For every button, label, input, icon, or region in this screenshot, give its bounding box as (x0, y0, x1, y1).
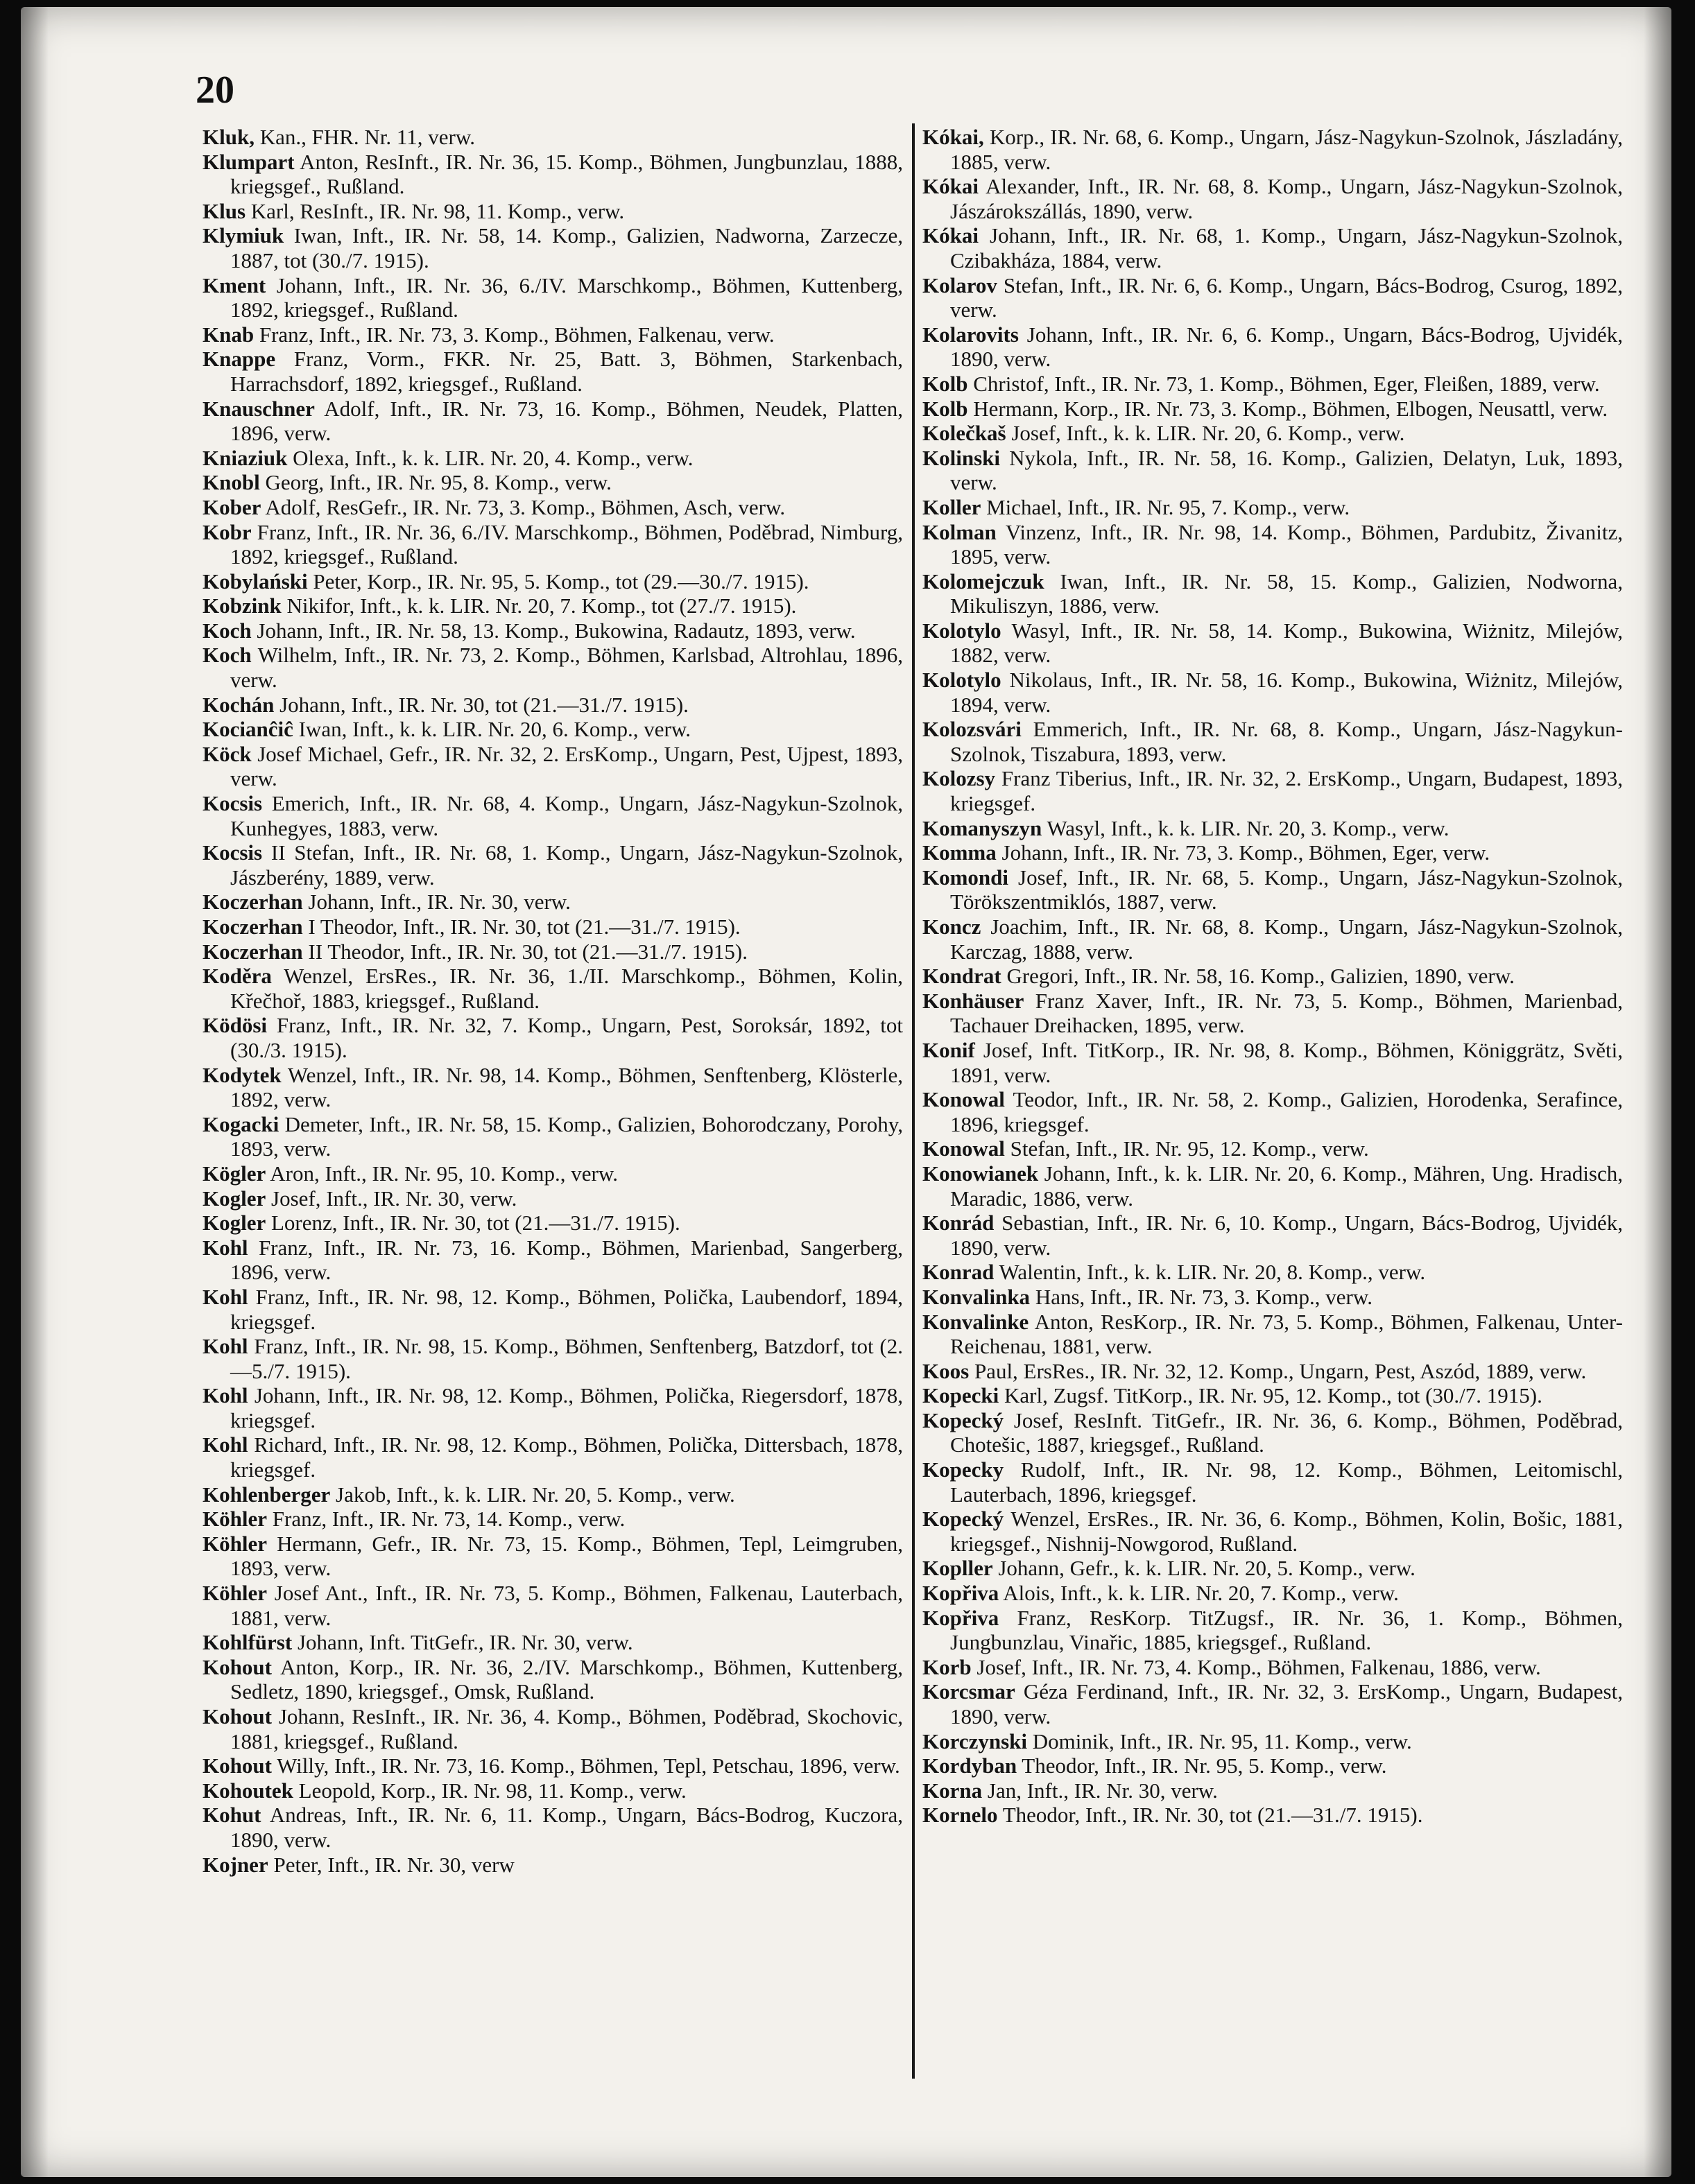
entry-details: Adolf, ResGefr., IR. Nr. 73, 3. Komp., Böhmen, Asch, verw. (261, 494, 786, 519)
entry-surname: Kohl (203, 1334, 248, 1359)
roll-entry (203, 915, 903, 939)
roll-entry (203, 742, 903, 791)
left-column (203, 125, 903, 1877)
roll-entry (203, 618, 903, 643)
roll-entry (203, 964, 903, 1013)
entry-details: Demeter, Inft., IR. Nr. 58, 15. Komp., Galizien, Bohorodczany, Porohy, 1893, verw. (230, 1111, 903, 1161)
entry-surname: Kobr (203, 519, 252, 544)
entry-surname: Kopřiva (922, 1605, 999, 1630)
roll-entry (922, 865, 1623, 915)
entry-surname: Konrád (922, 1211, 995, 1236)
entry-details: Franz, Vorm., FKR. Nr. 25, Batt. 3, Böhmen, Starkenbach, Harrachsdorf, 1892, kriegsgef., Rußland. (230, 347, 903, 396)
roll-entry (203, 693, 903, 718)
entry-surname: Kogacki (203, 1111, 279, 1136)
entry-surname: Klumpart (203, 149, 295, 174)
roll-entry (922, 840, 1623, 865)
entry-details: Michael, Inft., IR. Nr. 95, 7. Komp., verw. (981, 494, 1350, 519)
entry-details: Wenzel, ErsRes., IR. Nr. 36, 1./II. Marschkomp., Böhmen, Kolin, Křečhoř, 1883, kriegsgef., Rußland. (230, 964, 903, 1013)
entry-surname: Konhäuser (922, 988, 1024, 1013)
entry-surname: Komma (922, 840, 997, 865)
roll-entry (922, 1359, 1623, 1384)
entry-surname: Kohout (203, 1654, 272, 1679)
roll-entry (922, 569, 1623, 618)
entry-details: Hermann, Korp., IR. Nr. 73, 3. Komp., Böhmen, Elbogen, Neusattl, verw. (967, 396, 1608, 421)
roll-entry (922, 495, 1623, 520)
entry-details: Johann, Inft., IR. Nr. 73, 3. Komp., Böhmen, Eger, verw. (996, 840, 1490, 865)
roll-entry (922, 1260, 1623, 1285)
roll-entry (203, 1013, 903, 1062)
entry-details: Johann, ResInft., IR. Nr. 36, 4. Komp., Böhmen, Poděbrad, Skochovic, 1881, kriegsgef., Rußland. (230, 1704, 903, 1753)
roll-entry (203, 1112, 903, 1161)
entry-surname: Kopecki (922, 1383, 999, 1408)
roll-entry (922, 273, 1623, 322)
entry-details: Joachim, Inft., IR. Nr. 68, 8. Komp., Ungarn, Jász-Nagykun-Szolnok, Karczag, 1888, verw. (950, 915, 1623, 964)
entry-details: Paul, ErsRes., IR. Nr. 32, 12. Komp., Ungarn, Pest, Aszód, 1889, verw. (969, 1358, 1587, 1383)
entry-details: Josef, Inft. TitKorp., IR. Nr. 98, 8. Komp., Böhmen, Königgrätz, Světi, 1891, verw. (950, 1037, 1623, 1087)
entry-details: Rudolf, Inft., IR. Nr. 98, 12. Komp., Böhmen, Leitomischl, Lauterbach, 1896, kriegsgef. (950, 1457, 1623, 1507)
entry-details: Josef Ant., Inft., IR. Nr. 73, 5. Komp., Böhmen, Falkenau, Lauterbach, 1881, verw. (230, 1581, 903, 1630)
entry-surname: Kolarovits (922, 322, 1019, 347)
entry-details: Géza Ferdinand, Inft., IR. Nr. 32, 3. ErsKomp., Ungarn, Budapest, 1890, verw. (950, 1679, 1623, 1728)
roll-entry (203, 643, 903, 692)
entry-details: Olexa, Inft., k. k. LIR. Nr. 20, 4. Komp., verw. (287, 445, 694, 470)
roll-entry (922, 1457, 1623, 1507)
entry-surname: Konowianek (922, 1161, 1039, 1186)
entry-surname: Kohoutek (203, 1778, 293, 1803)
roll-entry (203, 273, 903, 322)
roll-entry (203, 1063, 903, 1112)
entry-details: Hermann, Gefr., IR. Nr. 73, 15. Komp., Böhmen, Tepl, Leimgruben, 1893, verw. (230, 1531, 903, 1581)
scan-edge-right (1644, 7, 1671, 2177)
entry-surname: Koch (203, 643, 252, 668)
entry-surname: Koncz (922, 915, 981, 939)
roll-entry (203, 1704, 903, 1753)
entry-surname: Kobylański (203, 569, 308, 593)
entry-details: Anton, ResKorp., IR. Nr. 73, 5. Komp., Böhmen, Falkenau, Unter-Reichenau, 1881, verw. (950, 1309, 1623, 1359)
entry-details: Anton, Korp., IR. Nr. 36, 2./IV. Marschkomp., Böhmen, Kuttenberg, Sedletz, 1890, kriegsgef., Omsk, Rußland. (230, 1654, 903, 1704)
roll-entry (203, 1655, 903, 1704)
entry-details: Hans, Inft., IR. Nr. 73, 3. Komp., verw. (1030, 1284, 1373, 1309)
roll-entry (203, 1803, 903, 1852)
roll-entry (922, 1679, 1623, 1728)
entry-details: Teodor, Inft., IR. Nr. 58, 2. Komp., Galizien, Horodenka, Serafince, 1896, kriegsgef. (950, 1087, 1623, 1136)
entry-details: Wasyl, Inft., IR. Nr. 58, 14. Komp., Bukowina, Wiżnitz, Milejów, 1882, verw. (950, 618, 1623, 668)
entry-surname: Kober (203, 494, 261, 519)
entry-details: Johann, Inft., IR. Nr. 58, 13. Komp., Bukowina, Radautz, 1893, verw. (251, 618, 856, 643)
entry-details: Nikifor, Inft., k. k. LIR. Nr. 20, 7. Komp., tot (27./7. 1915). (281, 593, 797, 618)
entry-details: Johann, Inft., IR. Nr. 30, tot (21.—31./7. 1915). (274, 692, 689, 717)
roll-entry (922, 717, 1623, 766)
entry-surname: Kolotylo (922, 668, 1001, 693)
entry-details: Theodor, Inft., IR. Nr. 95, 5. Komp., verw. (1017, 1753, 1387, 1778)
entry-surname: Koczerhan (203, 915, 303, 939)
roll-entry (922, 618, 1623, 668)
entry-surname: Kohout (203, 1753, 272, 1778)
entry-details: Willy, Inft., IR. Nr. 73, 16. Komp., Böhmen, Tepl, Petschau, 1896, verw. (271, 1753, 900, 1778)
entry-surname: Kojner (203, 1852, 268, 1877)
roll-entry (922, 1161, 1623, 1211)
entry-details: Franz, Inft., IR. Nr. 32, 7. Komp., Ungarn, Pest, Soroksár, 1892, tot (30./3. 1915). (230, 1013, 903, 1062)
entry-details: Johann, Inft., IR. Nr. 36, 6./IV. Marschkomp., Böhmen, Kuttenberg, 1892, kriegsgef., Rußland. (230, 272, 903, 322)
entry-surname: Kohl (203, 1284, 248, 1309)
entry-details: Johann, Inft. TitGefr., IR. Nr. 30, verw. (292, 1630, 633, 1655)
entry-surname: Konif (922, 1037, 975, 1062)
entry-surname: Kopller (922, 1556, 993, 1581)
entry-details: Alexander, Inft., IR. Nr. 68, 8. Komp., Ungarn, Jász-Nagykun-Szolnok, Jászárokszállás, 1890, verw. (950, 174, 1623, 223)
entry-details: Johann, Inft., IR. Nr. 68, 1. Komp., Ungarn, Jász-Nagykun-Szolnok, Czibakháza, 1884, verw. (950, 223, 1623, 272)
entry-surname: Korna (922, 1778, 983, 1803)
entry-surname: Kornelo (922, 1803, 998, 1828)
entry-surname: Köhler (203, 1581, 267, 1606)
entry-details: Franz Tiberius, Inft., IR. Nr. 32, 2. ErsKomp., Ungarn, Budapest, 1893, kriegsgef. (950, 766, 1623, 816)
entry-surname: Kopecký (922, 1407, 1004, 1432)
entry-details: Jan, Inft., IR. Nr. 30, verw. (982, 1778, 1218, 1803)
entry-details: Franz, Inft., IR. Nr. 98, 15. Komp., Böhmen, Senftenberg, Batzdorf, tot (2.—5./7. 1915). (230, 1334, 903, 1383)
roll-entry (922, 1383, 1623, 1408)
entry-details: Korp., IR. Nr. 68, 6. Komp., Ungarn, Jász-Nagykun-Szolnok, Jászladány, 1885, verw. (950, 125, 1623, 174)
entry-surname: Kolotylo (922, 618, 1001, 643)
entry-surname: Kniaziuk (203, 445, 288, 470)
roll-entry (922, 446, 1623, 495)
roll-entry (922, 1556, 1623, 1581)
roll-entry (203, 520, 903, 569)
entry-surname: Kohl (203, 1432, 248, 1457)
roll-entry (922, 1729, 1623, 1754)
entry-surname: Kopřiva (922, 1581, 999, 1606)
roll-entry (203, 470, 903, 495)
roll-entry (922, 915, 1623, 964)
roll-entry (922, 964, 1623, 989)
roll-entry (922, 1310, 1623, 1359)
roll-entry (203, 1334, 903, 1383)
entry-details: Andreas, Inft., IR. Nr. 6, 11. Komp., Ungarn, Bács-Bodrog, Kuczora, 1890, verw. (230, 1803, 903, 1852)
entry-surname: Knauschner (203, 396, 315, 421)
roll-entry (203, 1186, 903, 1211)
entry-surname: Kocianĉiĉ (203, 717, 293, 742)
roll-entry (922, 1408, 1623, 1457)
entry-details: Wenzel, Inft., IR. Nr. 98, 14. Komp., Böhmen, Senftenberg, Klösterle, 1892, verw. (230, 1062, 903, 1112)
page-number: 20 (196, 69, 234, 112)
entry-surname: Kókai, (922, 125, 984, 149)
entry-surname: Kment (203, 272, 266, 297)
entry-details: Christof, Inft., IR. Nr. 73, 1. Komp., Böhmen, Eger, Fleißen, 1889, verw. (967, 371, 1600, 396)
entry-surname: Klymiuk (203, 223, 284, 248)
roll-entry (922, 223, 1623, 272)
entry-surname: Konvalinke (922, 1309, 1029, 1334)
entry-details: Josef, Inft., k. k. LIR. Nr. 20, 6. Komp., verw. (1006, 421, 1405, 446)
roll-entry (203, 223, 903, 272)
roll-entry (203, 1581, 903, 1630)
entry-details: Iwan, Inft., IR. Nr. 58, 14. Komp., Galizien, Nadworna, Zarzecze, 1887, tot (30./7. 1915). (230, 223, 903, 272)
entry-details: Josef, Inft., IR. Nr. 30, verw. (266, 1186, 517, 1211)
roll-entry (922, 1285, 1623, 1310)
roll-entry (203, 1211, 903, 1236)
roll-entry (203, 150, 903, 199)
entry-details: Karl, ResInft., IR. Nr. 98, 11. Komp., verw. (246, 198, 625, 223)
entry-surname: Klus (203, 198, 246, 223)
entry-details: Kan., FHR. Nr. 11, verw. (254, 125, 475, 149)
roll-entry (203, 1383, 903, 1432)
entry-surname: Koos (922, 1358, 970, 1383)
entry-details: Josef, Inft., IR. Nr. 68, 5. Komp., Ungarn, Jász-Nagykun-Szolnok, Törökszentmiklós, 1887, verw. (950, 865, 1623, 915)
entry-surname: Kögler (203, 1161, 266, 1186)
entry-details: Franz, ResKorp. TitZugsf., IR. Nr. 36, 1. Komp., Böhmen, Jungbunzlau, Vinařic, 1885, kriegsgef., Rußland. (950, 1605, 1623, 1655)
entry-surname: Koczerhan (203, 939, 303, 964)
entry-surname: Konowal (922, 1087, 1005, 1112)
entry-surname: Kondrat (922, 964, 1001, 989)
entry-details: Franz, Inft., IR. Nr. 73, 14. Komp., verw. (267, 1507, 626, 1532)
entry-details: Theodor, Inft., IR. Nr. 30, tot (21.—31./7. 1915). (997, 1803, 1423, 1828)
entry-surname: Kolman (922, 519, 997, 544)
entry-surname: Konrad (922, 1260, 995, 1285)
roll-entry (203, 1853, 903, 1878)
entry-details: Nikolaus, Inft., IR. Nr. 58, 16. Komp., Bukowina, Wiżnitz, Milejów, 1894, verw. (950, 668, 1623, 717)
entry-details: Adolf, Inft., IR. Nr. 73, 16. Komp., Böhmen, Neudek, Platten, 1896, verw. (230, 396, 903, 446)
entry-details: Wenzel, ErsRes., IR. Nr. 36, 6. Komp., Böhmen, Kolin, Bošic, 1881, kriegsgef., Nishnij-Nowgorod, Rußland. (950, 1507, 1623, 1556)
entry-surname: Köhler (203, 1507, 267, 1532)
entry-surname: Konowal (922, 1136, 1005, 1161)
entry-details: Aron, Inft., IR. Nr. 95, 10. Komp., verw. (266, 1161, 618, 1186)
roll-entry (922, 397, 1623, 422)
entry-details: Jakob, Inft., k. k. LIR. Nr. 20, 5. Komp., verw. (330, 1482, 735, 1507)
entry-surname: Korczynski (922, 1728, 1027, 1753)
entry-surname: Korcsmar (922, 1679, 1015, 1704)
roll-entry (922, 1606, 1623, 1655)
roll-entry (922, 322, 1623, 372)
entry-surname: Ködösi (203, 1013, 268, 1038)
entry-surname: Kókai (922, 223, 979, 248)
roll-entry (203, 495, 903, 520)
entry-surname: Kohlenberger (203, 1482, 331, 1507)
roll-entry (922, 174, 1623, 223)
entry-details: II Theodor, Inft., IR. Nr. 30, tot (21.—31./7. 1915). (302, 939, 748, 964)
roll-entry (922, 421, 1623, 446)
entry-surname: Kohl (203, 1235, 248, 1260)
roll-entry (203, 199, 903, 224)
entry-details: Richard, Inft., IR. Nr. 98, 12. Komp., Böhmen, Polička, Dittersbach, 1878, kriegsgef. (230, 1432, 903, 1482)
entry-details: Peter, Inft., IR. Nr. 30, verw (268, 1852, 515, 1877)
entry-details: Emerich, Inft., IR. Nr. 68, 4. Komp., Ungarn, Jász-Nagykun-Szolnok, Kunhegyes, 1883, verw. (230, 791, 903, 840)
entry-details: Franz Xaver, Inft., IR. Nr. 73, 5. Komp., Böhmen, Marienbad, Tachauer Dreihacken, 1895, verw. (950, 988, 1623, 1038)
entry-surname: Knobl (203, 470, 260, 495)
entry-details: Gregori, Inft., IR. Nr. 58, 16. Komp., Galizien, 1890, verw. (1001, 964, 1515, 989)
entry-details: Josef Michael, Gefr., IR. Nr. 32, 2. ErsKomp., Ungarn, Pest, Ujpest, 1893, verw. (230, 741, 903, 791)
entry-surname: Kogler (203, 1211, 266, 1236)
roll-entry (203, 1482, 903, 1507)
roll-entry (922, 766, 1623, 815)
roll-entry (922, 1211, 1623, 1260)
entry-surname: Koller (922, 494, 981, 519)
roll-entry (203, 717, 903, 742)
entry-surname: Kolečkaš (922, 421, 1006, 446)
entry-details: Anton, ResInft., IR. Nr. 36, 15. Komp., Böhmen, Jungbunzlau, 1888, kriegsgef., Rußland. (230, 149, 903, 199)
entry-details: Johann, Gefr., k. k. LIR. Nr. 20, 5. Komp., verw. (992, 1556, 1416, 1581)
entry-details: Sebastian, Inft., IR. Nr. 6, 10. Komp., Ungarn, Bács-Bodrog, Ujvidék, 1890, verw. (950, 1211, 1623, 1260)
roll-entry (203, 569, 903, 594)
entry-surname: Köhler (203, 1531, 267, 1556)
scan-edge-left (21, 7, 49, 2177)
entry-surname: Kocsis (203, 840, 263, 865)
roll-entry (203, 939, 903, 964)
entry-details: Stefan, Inft., IR. Nr. 6, 6. Komp., Ungarn, Bács-Bodrog, Csurog, 1892, verw. (950, 272, 1623, 322)
entry-details: Nykola, Inft., IR. Nr. 58, 16. Komp., Galizien, Delatyn, Luk, 1893, verw. (950, 445, 1623, 495)
entry-surname: Kordyban (922, 1753, 1017, 1778)
entry-details: Wasyl, Inft., k. k. LIR. Nr. 20, 3. Komp., verw. (1042, 815, 1449, 840)
entry-details: Wilhelm, Inft., IR. Nr. 73, 2. Komp., Böhmen, Karlsbad, Altrohlau, 1896, verw. (230, 643, 903, 693)
entry-surname: Kochán (203, 692, 275, 717)
entry-details: Franz, Inft., IR. Nr. 73, 3. Komp., Böhmen, Falkenau, verw. (254, 322, 775, 347)
entry-surname: Kohut (203, 1803, 261, 1828)
roll-entry (922, 1778, 1623, 1803)
entry-details: Emmerich, Inft., IR. Nr. 68, 8. Komp., Ungarn, Jász-Nagykun-Szolnok, Tiszabura, 1893, verw. (950, 717, 1623, 766)
entry-details: Johann, Inft., IR. Nr. 98, 12. Komp., Böhmen, Polička, Riegersdorf, 1878, kriegsgef. (230, 1383, 903, 1432)
entry-details: Karl, Zugsf. TitKorp., IR. Nr. 95, 12. Komp., tot (30./7. 1915). (999, 1383, 1542, 1408)
roll-entry (922, 989, 1623, 1038)
entry-surname: Kodytek (203, 1062, 282, 1087)
entry-details: Johann, Inft., k. k. LIR. Nr. 20, 6. Komp., Mähren, Ung. Hradisch, Maradic, 1886, verw. (950, 1161, 1623, 1211)
entry-details: Johann, Inft., IR. Nr. 30, verw. (302, 890, 571, 915)
entry-surname: Knab (203, 322, 255, 347)
entry-surname: Kolb (922, 371, 968, 396)
roll-entry (203, 1630, 903, 1655)
entry-details: Vinzenz, Inft., IR. Nr. 98, 14. Komp., Böhmen, Pardubitz, Živanitz, 1895, verw. (950, 519, 1623, 569)
roll-entry (203, 1532, 903, 1581)
entry-surname: Kopecky (922, 1457, 1004, 1482)
entry-details: Johann, Inft., IR. Nr. 6, 6. Komp., Ungarn, Bács-Bodrog, Ujvidék, 1890, verw. (950, 322, 1623, 372)
entry-surname: Koczerhan (203, 890, 303, 915)
entry-surname: Kolarov (922, 272, 997, 297)
entry-details: Leopold, Korp., IR. Nr. 98, 11. Komp., verw. (293, 1778, 687, 1803)
roll-entry (922, 1507, 1623, 1556)
roll-entry (922, 1038, 1623, 1087)
entry-surname: Kobzink (203, 593, 282, 618)
entry-surname: Kohlfürst (203, 1630, 293, 1655)
entry-surname: Komanyszyn (922, 815, 1042, 840)
entry-surname: Kohout (203, 1704, 272, 1728)
entry-surname: Kókai (922, 174, 979, 199)
roll-entry (922, 372, 1623, 397)
entry-details: Franz, Inft., IR. Nr. 73, 16. Komp., Böhmen, Marienbad, Sangerberg, 1896, verw. (230, 1235, 903, 1285)
roll-entry (203, 593, 903, 618)
entry-details: Franz, Inft., IR. Nr. 98, 12. Komp., Böhmen, Polička, Laubendorf, 1894, kriegsgef. (230, 1284, 903, 1334)
entry-surname: Köck (203, 741, 252, 766)
roll-entry (203, 1432, 903, 1482)
roll-entry (203, 1161, 903, 1186)
roll-entry (203, 397, 903, 446)
roll-entry (203, 890, 903, 915)
entry-details: Lorenz, Inft., IR. Nr. 30, tot (21.—31./7. 1915). (266, 1211, 680, 1236)
roll-entry (922, 668, 1623, 717)
entry-surname: Kocsis (203, 791, 263, 816)
entry-details: Dominik, Inft., IR. Nr. 95, 11. Komp., verw. (1027, 1728, 1412, 1753)
entry-details: Iwan, Inft., IR. Nr. 58, 15. Komp., Galizien, Nodworna, Mikuliszyn, 1886, verw. (950, 569, 1623, 618)
entry-details: Peter, Korp., IR. Nr. 95, 5. Komp., tot (29.—30./7. 1915). (307, 569, 809, 593)
roll-entry (203, 125, 903, 150)
roll-entry (203, 840, 903, 890)
roll-entry (922, 1803, 1623, 1828)
roll-entry (922, 816, 1623, 841)
roll-entry (203, 791, 903, 840)
entry-surname: Knappe (203, 347, 276, 372)
entry-surname: Kolb (922, 396, 968, 421)
entry-surname: Kogler (203, 1186, 266, 1211)
entry-details: II Stefan, Inft., IR. Nr. 68, 1. Komp., Ungarn, Jász-Nagykun-Szolnok, Jászberény, 1889, verw. (230, 840, 903, 890)
entry-details: Georg, Inft., IR. Nr. 95, 8. Komp., verw. (259, 470, 612, 495)
entry-details: I Theodor, Inft., IR. Nr. 30, tot (21.—31./7. 1915). (302, 915, 741, 939)
roll-entry (203, 1778, 903, 1803)
entry-details: Stefan, Inft., IR. Nr. 95, 12. Komp., verw. (1004, 1136, 1369, 1161)
roll-entry (922, 1136, 1623, 1161)
entry-details: Iwan, Inft., k. k. LIR. Nr. 20, 6. Komp., verw. (293, 717, 691, 742)
entry-surname: Kolozsy (922, 766, 996, 791)
entry-surname: Konvalinka (922, 1284, 1031, 1309)
roll-entry (203, 347, 903, 396)
right-column (922, 125, 1623, 1828)
roll-entry (922, 1655, 1623, 1680)
entry-details: Josef, Inft., IR. Nr. 73, 4. Komp., Böhmen, Falkenau, 1886, verw. (971, 1654, 1541, 1679)
entry-surname: Koch (203, 618, 252, 643)
roll-entry (922, 1087, 1623, 1136)
entry-surname: Kolomejczuk (922, 569, 1044, 593)
entry-details: Walentin, Inft., k. k. LIR. Nr. 20, 8. Komp., verw. (994, 1260, 1426, 1285)
entry-surname: Kolozsvári (922, 717, 1022, 742)
entry-surname: Kopecký (922, 1507, 1004, 1532)
roll-entry (203, 1753, 903, 1778)
roll-entry (922, 1581, 1623, 1606)
entry-surname: Kohl (203, 1383, 248, 1408)
roll-entry (203, 1236, 903, 1285)
entry-details: Franz, Inft., IR. Nr. 36, 6./IV. Marschkomp., Böhmen, Poděbrad, Nimburg, 1892, kriegsgef., Rußland. (230, 519, 903, 569)
entry-surname: Kolinski (922, 445, 1000, 470)
entry-surname: Koděra (203, 964, 272, 989)
roll-entry (922, 1753, 1623, 1778)
roll-entry (203, 322, 903, 347)
column-divider (912, 123, 915, 2079)
entry-surname: Korb (922, 1654, 972, 1679)
roll-entry (922, 520, 1623, 569)
entry-surname: Komondi (922, 865, 1009, 890)
roll-entry (203, 1285, 903, 1334)
entry-details: Alois, Inft., k. k. LIR. Nr. 20, 7. Komp., verw. (999, 1581, 1399, 1606)
entry-details: Josef, ResInft. TitGefr., IR. Nr. 36, 6. Komp., Böhmen, Poděbrad, Chotešic, 1887, kriegsgef., Rußland. (950, 1407, 1623, 1457)
entry-surname: Kluk, (203, 125, 255, 149)
roll-entry (203, 1507, 903, 1532)
roll-entry (922, 125, 1623, 174)
page (21, 7, 1671, 2177)
roll-entry (203, 446, 903, 471)
